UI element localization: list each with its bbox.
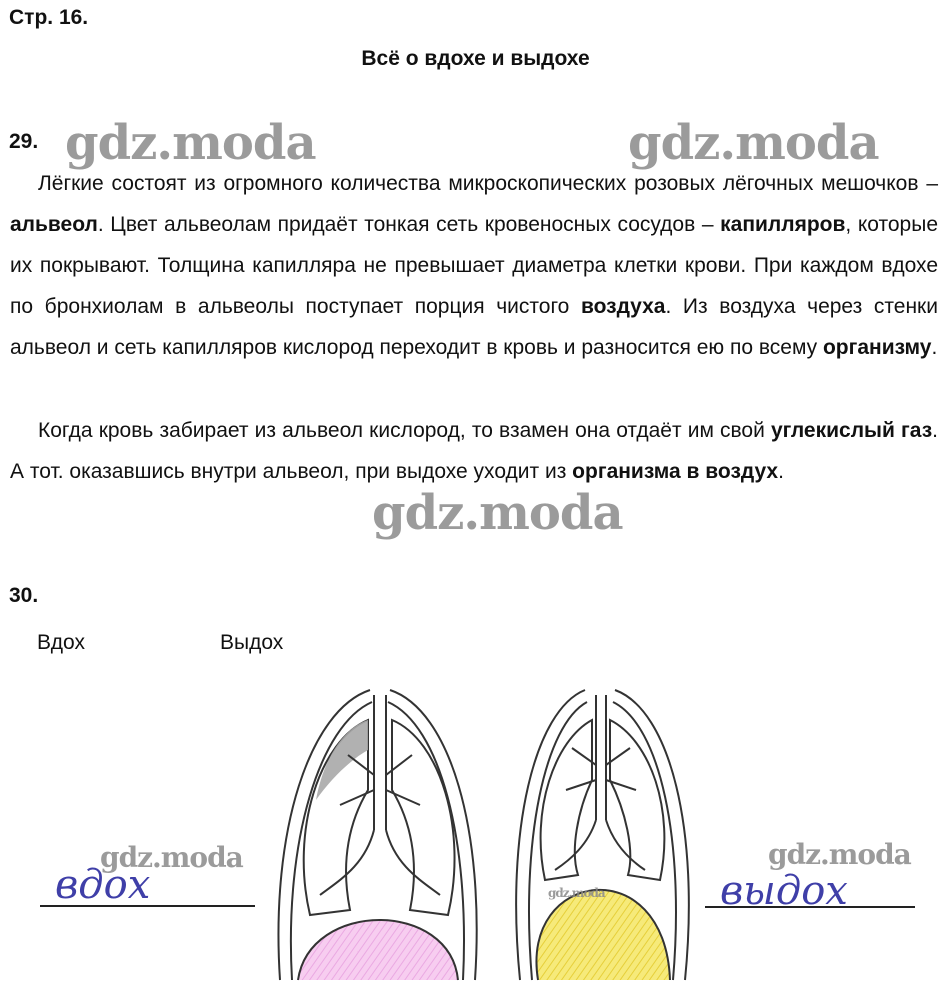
handwritten-answer-inhale: вдох [55,862,151,908]
answer-line-exhale [705,906,915,908]
lungs-diagram [270,680,690,996]
watermark: gdz.moda [628,115,879,171]
text: . А тот. оказавшись внутри альвеол, при выдохе уходит из [10,419,938,483]
watermark: gdz.moda [100,841,243,874]
watermark: gdz.moda [65,115,316,171]
answer-line-inhale [40,905,255,907]
handwritten-answer-exhale: выдох [720,868,848,914]
term-to-air: организма в воздух [572,460,779,483]
term-air: воздуха [580,295,666,318]
label-exhale: Выдох [220,631,284,654]
page-reference: Стр. 16. [9,6,89,29]
section-title: Всё о вдохе и выдохе [361,47,590,70]
paragraph-1 [10,163,938,368]
label-inhale: Вдох [37,631,85,654]
text: Лёгкие состоят из огромного количества микроскопических розовых лёгочных мешочков – [38,172,938,195]
term-organism: организму [822,336,932,359]
watermark: gdz.moda [372,485,623,541]
text: . Цвет альвеолам придаёт тонкая сеть кровеносных сосудов – [97,213,721,236]
text: . [778,460,784,483]
watermark: gdz.moda [768,838,911,871]
term-co2: углекислый газ [770,419,933,442]
question-number-30: 30. [9,584,39,607]
watermark: gdz.moda [548,886,605,900]
inhale-chest [278,690,476,980]
term-alveoli: альвеол [10,213,98,236]
exhale-chest [516,690,689,980]
question-number-29: 29. [9,130,39,153]
text: Когда кровь забирает из альвеол кислород, то взамен она отдаёт им свой [38,419,771,442]
text: , которые их покрывают. Толщина капилляра не превышает диаметра клетки крови. При каждом вдохе по бронхиолам в альвеолы поступает порция чистого [10,213,938,318]
paragraph-2 [10,410,938,492]
term-capillaries: капилляров [720,213,846,236]
text: . [931,336,938,359]
text: . Из воздуха через стенки альвеол и сеть капилляров кислород переходит в кровь и разносится ею по всему [10,295,938,359]
